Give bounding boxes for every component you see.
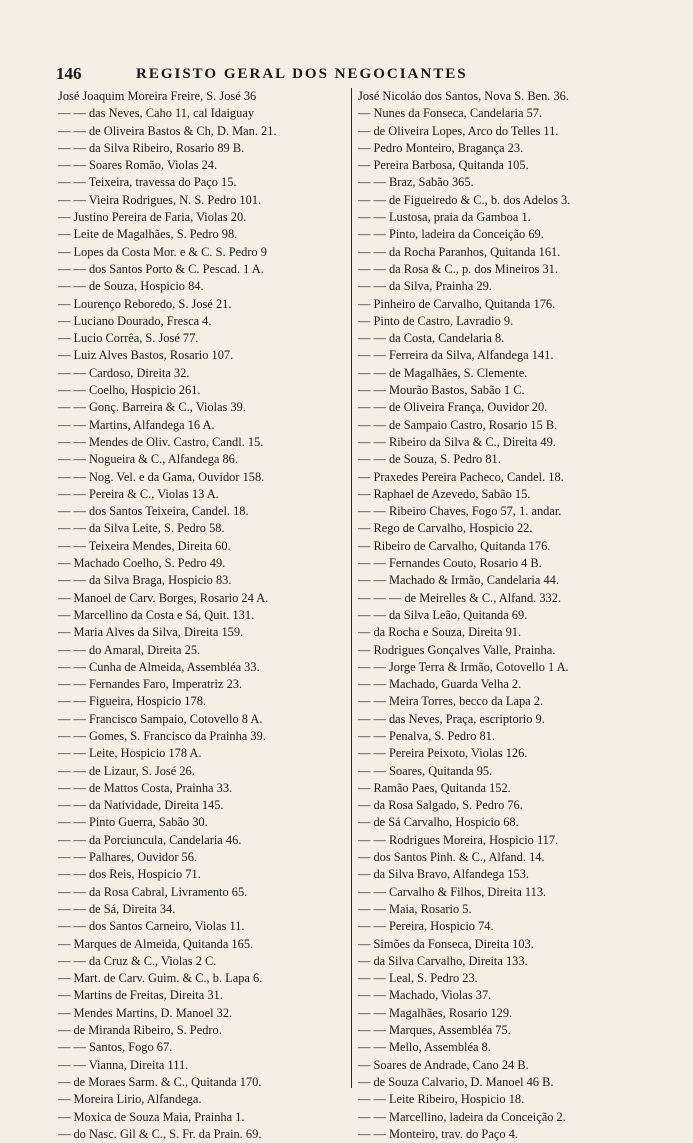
directory-entry: — Lopes da Costa Mor. e & C. S. Pedro 9 (58, 244, 267, 259)
page-title: REGISTO GERAL DOS NEGOCIANTES (136, 66, 468, 82)
directory-entry: — da Silva Carvalho, Direita 133. (358, 953, 528, 968)
directory-entry: — — de Oliveira França, Ouvidor 20. (358, 400, 548, 415)
directory-entry: — — Fernandes Couto, Rosario 4 B. (358, 556, 542, 571)
directory-entry: — — Francisco Sampaio, Cotovello 8 A. (58, 711, 263, 726)
directory-entry: — — das Neves, Praça, escriptorio 9. (358, 711, 545, 726)
directory-entry: — Justino Pereira de Faria, Violas 20. (58, 210, 247, 225)
directory-entry: — Simões da Fonseca, Direita 103. (358, 936, 534, 951)
directory-entry: — — da Rosa Cabral, Livramento 65. (58, 884, 248, 899)
directory-entry: — Moreira Lirio, Alfandega. (58, 1092, 202, 1107)
directory-entry: — — Braz, Sabão 365. (358, 175, 474, 190)
directory-entry: — — Teixeira, travessa do Paço 15. (58, 175, 237, 190)
directory-entry: — — Mello, Assembléa 8. (358, 1040, 491, 1055)
directory-entry: — — Soares Romão, Violas 24. (58, 158, 218, 173)
page-number: 146 (56, 64, 82, 83)
directory-entry: José Nicoláo dos Santos, Nova S. Ben. 36. (358, 89, 569, 103)
directory-entry: — — Machado, Guarda Velha 2. (358, 677, 522, 692)
directory-entry: — — Pereira & C., Violas 13 A. (58, 486, 219, 501)
directory-entry: — — da Silva Leão, Quitanda 69. (358, 607, 528, 622)
directory-entry: — Ramão Paes, Quitanda 152. (358, 780, 511, 795)
directory-entry: — Mart. de Carv. Guim. & C., b. Lapa 6. (58, 971, 263, 986)
directory-entry: — — das Neves, Caho 11, cal Idaiguay (58, 106, 255, 121)
directory-entry: — — Ribeiro da Silva & C., Direita 49. (358, 434, 556, 449)
directory-entry: — — Pinto, ladeira da Conceição 69. (358, 227, 544, 242)
directory-entry: — — Santos, Fogo 67. (58, 1040, 173, 1055)
directory-entry: — — de Figueiredo & C., b. dos Adelos 3. (358, 192, 571, 207)
directory-entry: — — Teixeira Mendes, Direita 60. (58, 538, 231, 553)
directory-entry: — — Marcellino, ladeira da Conceição 2. (358, 1109, 566, 1124)
directory-entry: — — de Sampaio Castro, Rosario 15 B. (358, 417, 558, 432)
directory-entry: — — dos Santos Teixeira, Candel. 18. (58, 504, 249, 519)
right-column (358, 88, 660, 1141)
directory-entry: — — da Costa, Candelaria 8. (358, 331, 505, 346)
directory-entry: — Machado Coelho, S. Pedro 49. (58, 556, 226, 571)
directory-entry: — — da Rosa & C., p. dos Mineiros 31. (358, 261, 558, 276)
directory-entry: — Marques de Almeida, Quitanda 165. (58, 936, 254, 951)
directory-entry: — de Miranda Ribeiro, S. Pedro. (58, 1023, 222, 1038)
directory-entry: — — Machado, Violas 37. (358, 988, 492, 1003)
directory-entry: — — da Silva Leite, S. Pedro 58. (58, 521, 225, 536)
directory-entry: — Pedro Monteiro, Bragança 23. (358, 140, 524, 155)
directory-entry: — — Ferreira da Silva, Alfandega 141. (358, 348, 554, 363)
directory-entry: — — Cunha de Almeida, Assembléa 33. (58, 659, 260, 674)
directory-entry: — — Penalva, S. Pedro 81. (358, 728, 495, 743)
directory-entry: — — de Souza, Hospicio 84. (58, 279, 204, 294)
directory-entry: — — da Silva, Prainha 29. (358, 279, 492, 294)
directory-entry: — — de Souza, S. Pedro 81. (358, 452, 501, 467)
directory-entry: — — Mourão Bastos, Sabão 1 C. (358, 383, 525, 398)
directory-entry: — Mendes Martins, D. Manoel 32. (58, 1005, 233, 1020)
directory-entry: — de Sá Carvalho, Hospicio 68. (358, 815, 519, 830)
directory-entry: — de Oliveira Lopes, Arco do Telles 11. (358, 123, 559, 138)
directory-entry: — do Nasc. Gil & C., S. Fr. da Prain. 69. (58, 1126, 262, 1141)
directory-entry: — — da Natividade, Direita 145. (58, 798, 224, 813)
directory-entry: — — Nog. Vel. e da Gama, Ouvidor 158. (58, 469, 265, 484)
directory-entry: — — Rodrigues Moreira, Hospicio 117. (358, 832, 559, 847)
directory-entry: — — Jorge Terra & Irmão, Cotovello 1 A. (358, 659, 569, 674)
directory-entry: — — Carvalho & Filhos, Direita 113. (358, 884, 547, 899)
directory-entry: — — Lustosa, praia da Gamboa 1. (358, 210, 531, 225)
directory-entry: — — Pinto Guerra, Sabão 30. (58, 815, 208, 830)
column-divider (351, 88, 352, 1088)
directory-entry: José Joaquim Moreira Freire, S. José 36 (58, 89, 257, 103)
directory-entry: — — — de Meirelles & C., Alfand. 332. (358, 590, 562, 605)
directory-entry: — — Leal, S. Pedro 23. (358, 971, 478, 986)
directory-entry: — — da Silva Ribeiro, Rosario 89 B. (58, 140, 245, 155)
directory-entry: — Luiz Alves Bastos, Rosario 107. (58, 348, 234, 363)
directory-entry: — — Palhares, Ouvidor 56. (58, 850, 198, 865)
directory-entry: — Luciano Dourado, Fresca 4. (58, 313, 212, 328)
directory-entry: — Ribeiro de Carvalho, Quitanda 176. (358, 538, 551, 553)
directory-entry: — Rodrigues Gonçalves Valle, Prainha. (358, 642, 556, 657)
directory-entry: — — Gonç. Barreira & C., Violas 39. (58, 400, 246, 415)
directory-entry: — Rego de Carvalho, Hospicio 22. (358, 521, 533, 536)
directory-entry: — Soares de Andrade, Cano 24 B. (358, 1057, 529, 1072)
directory-entry: — — Ribeiro Chaves, Fogo 57, 1. andar. (358, 504, 562, 519)
directory-entry: — — Gomes, S. Francisco da Prainha 39. (58, 728, 266, 743)
directory-entry: — — da Silva Braga, Hospicio 83. (58, 573, 232, 588)
directory-entry: — — Mendes de Oliv. Castro, Candl. 15. (58, 434, 264, 449)
directory-entry: — Raphael de Azevedo, Sabão 15. (358, 486, 531, 501)
directory-entry: — — Vieira Rodrigues, N. S. Pedro 101. (58, 192, 262, 207)
directory-entry: — — Machado & Irmão, Candelaria 44. (358, 573, 559, 588)
directory-entry: — — do Amaral, Direita 25. (58, 642, 201, 657)
directory-entry: — da Rosa Salgado, S. Pedro 76. (358, 798, 523, 813)
directory-entry: — — da Cruz & C., Violas 2 C. (58, 953, 217, 968)
directory-entry: — — de Sá, Direita 34. (58, 901, 176, 916)
directory-entry: — dos Santos Pinh. & C., Alfand. 14. (358, 850, 545, 865)
directory-entry: — — Leite Ribeiro, Hospicio 18. (358, 1092, 525, 1107)
directory-entry: — Pereira Barbosa, Quitanda 105. (358, 158, 529, 173)
directory-entry: — — Nogueira & C., Alfandega 86. (58, 452, 238, 467)
directory-entry: — da Silva Bravo, Alfandega 153. (358, 867, 530, 882)
directory-entry: — Pinheiro de Carvalho, Quitanda 176. (358, 296, 556, 311)
directory-entry: — — Fernandes Faro, Imperatriz 23. (58, 677, 243, 692)
directory-entry: — — da Rocha Paranhos, Quitanda 161. (358, 244, 561, 259)
directory-entry: — de Moraes Sarm. & C., Quitanda 170. (58, 1074, 262, 1089)
directory-entry: — Martins de Freitas, Direita 31. (58, 988, 223, 1003)
directory-entry: — Lourenço Reboredo, S. José 21. (58, 296, 232, 311)
directory-entry: — — dos Santos Porto & C. Pescad. 1 A. (58, 261, 264, 276)
directory-entry: — — Coelho, Hospicio 261. (58, 383, 201, 398)
directory-entry: — Lucio Corrêa, S. José 77. (58, 331, 199, 346)
directory-entry: — — Magalhães, Rosario 129. (358, 1005, 513, 1020)
directory-entry: — Manoel de Carv. Borges, Rosario 24 A. (58, 590, 269, 605)
directory-entry: — Nunes da Fonseca, Candelaria 57. (358, 106, 543, 121)
directory-entry: — Praxedes Pereira Pacheco, Candel. 18. (358, 469, 564, 484)
directory-entry: — — Soares, Quitanda 95. (358, 763, 493, 778)
directory-entry: — — Martins, Alfandega 16 A. (58, 417, 215, 432)
directory-entry: — — Pereira Peixoto, Violas 126. (358, 746, 528, 761)
directory-entry: — de Souza Calvario, D. Manoel 46 B. (358, 1074, 554, 1089)
directory-entry: — — da Porciuncula, Candelaria 46. (58, 832, 242, 847)
directory-entry: — Maria Alves da Silva, Direita 159. (58, 625, 244, 640)
directory-entry: — — Meira Torres, becco da Lapa 2. (358, 694, 544, 709)
directory-entry: — Moxica de Souza Maia, Prainha 1. (58, 1109, 245, 1124)
directory-entry: — — Pereira, Hospicio 74. (358, 919, 494, 934)
directory-entry: — — Figueira, Hospicio 178. (58, 694, 206, 709)
directory-entry: — — dos Reis, Hospicio 71. (58, 867, 201, 882)
directory-entry: — — de Mattos Costa, Prainha 33. (58, 780, 233, 795)
directory-entry: — — Cardoso, Direita 32. (58, 365, 190, 380)
directory-entry: — — de Lizaur, S. José 26. (58, 763, 195, 778)
left-column (58, 88, 350, 1141)
directory-entry: — Pinto de Castro, Lavradio 9. (358, 313, 514, 328)
directory-entry: — — Vianna, Direita 111. (58, 1057, 189, 1072)
directory-columns (58, 88, 660, 1141)
page-header (56, 64, 636, 86)
directory-entry: — da Rocha e Souza, Direita 91. (358, 625, 522, 640)
directory-entry: — — Monteiro, trav. do Paço 4. (358, 1126, 518, 1141)
directory-entry: — — Marques, Assembléa 75. (358, 1023, 511, 1038)
directory-entry: — — de Magalhães, S. Clemente. (358, 365, 528, 380)
directory-entry: — — dos Santos Carneiro, Violas 11. (58, 919, 245, 934)
directory-entry: — Marcellino da Costa e Sá, Quit. 131. (58, 607, 255, 622)
directory-entry: — — de Oliveira Bastos & Ch, D. Man. 21. (58, 123, 277, 138)
directory-entry: — — Leite, Hospicio 178 A. (58, 746, 202, 761)
directory-entry: — — Maia, Rosario 5. (358, 901, 472, 916)
directory-entry: — Leite de Magalhães, S. Pedro 98. (58, 227, 238, 242)
